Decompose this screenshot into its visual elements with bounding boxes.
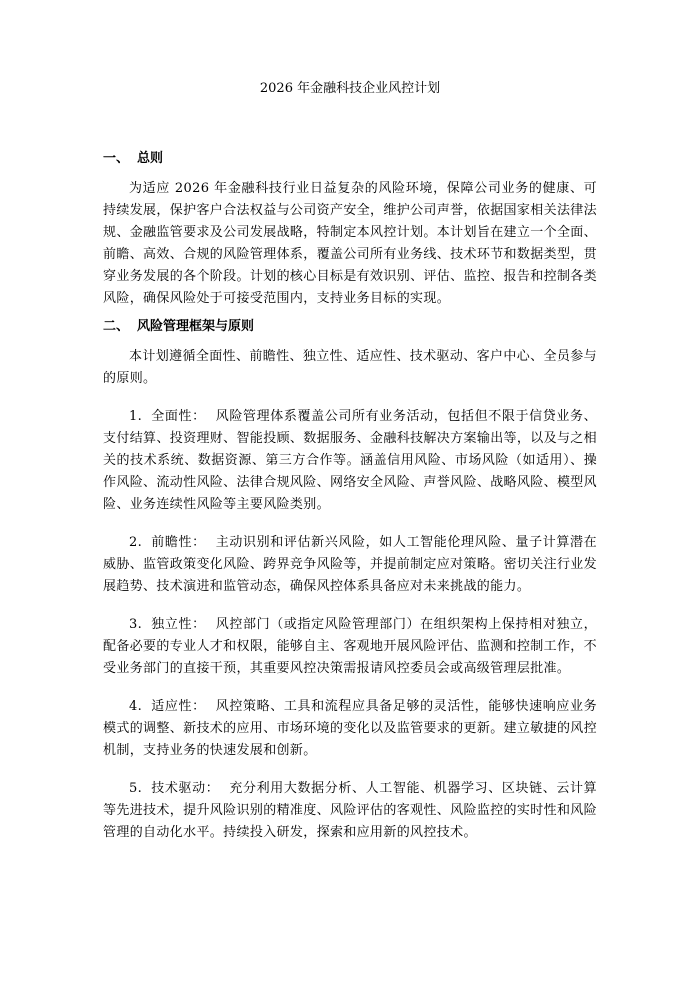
- principle-item-independence: [103, 614, 597, 680]
- principle-text: 风控部门（或指定风险管理部门）在组织架构上保持相对独立，配备必要的专业人才和权限，能够自主、客观地开展风险评估、监测和控制工作，不受业务部门的直接干预，其重要风控决策需报请风控委员会或高级管理层批准。: [103, 617, 597, 676]
- section-paragraph-general: 为适应 2026 年金融科技行业日益复杂的风险环境，保障公司业务的健康、可持续发展，保护客户合法权益与公司资产安全，维护公司声誉，依据国家相关法律法规、金融监管要求及公司发展战略，特制定本风控计划。本计划旨在建立一个全面、前瞻、高效、合规的风险管理体系，覆盖公司所有业务线、技术环节和数据类型，贯穿业务发展的各个阶段。计划的核心目标是有效识别、评估、监控、报告和控制各类风险，确保风险处于可接受范围内，支持业务目标的实现。: [103, 181, 597, 306]
- section-title: 风险管理框架与原则: [137, 319, 255, 334]
- principle-label: 前瞻性：: [151, 535, 206, 550]
- principle-number: 4.: [129, 699, 143, 714]
- principle-label: 适应性：: [151, 699, 206, 714]
- principle-number: 2.: [129, 535, 143, 550]
- section-number: 二、: [103, 319, 130, 334]
- section-number: 一、: [103, 151, 130, 166]
- principle-number: 5.: [129, 781, 143, 796]
- principle-item-comprehensive: [103, 406, 597, 516]
- principle-text: 主动识别和评估新兴风险，如人工智能伦理风险、量子计算潜在威胁、监管政策变化风险、跨界竞争风险等，并提前制定应对策略。密切关注行业发展趋势、技术演进和监管动态，确保风控体系具备应对未来挑战的能力。: [103, 535, 597, 594]
- section-title: 总则: [137, 151, 164, 166]
- principle-text: 风控策略、工具和流程应具备足够的灵活性，能够快速响应业务模式的调整、新技术的应用、市场环境的变化以及监管要求的更新。建立敏捷的风控机制，支持业务的快速发展和创新。: [103, 699, 597, 758]
- principle-item-adaptability: [103, 696, 597, 762]
- principle-label: 全面性：: [151, 409, 206, 424]
- principle-number: 3.: [129, 617, 143, 632]
- document-page: [0, 80, 700, 985]
- document-title: 2026 年金融科技企业风控计划: [259, 81, 441, 96]
- section-paragraph-framework: 本计划遵循全面性、前瞻性、独立性、适应性、技术驱动、客户中心、全员参与的原则。: [103, 349, 597, 386]
- principle-label: 技术驱动：: [151, 781, 220, 796]
- principle-text: 充分利用大数据分析、人工智能、机器学习、区块链、云计算等先进技术，提升风险识别的精准度、风险评估的客观性、风险监控的实时性和风险管理的自动化水平。持续投入研发，探索和应用新的风控技术。: [103, 781, 597, 840]
- principle-item-forward-looking: [103, 532, 597, 598]
- section-heading-general: [103, 150, 597, 168]
- principle-label: 独立性：: [151, 617, 206, 632]
- principle-number: 1.: [129, 409, 143, 424]
- section-heading-framework: [103, 318, 597, 336]
- principle-item-technology-driven: [103, 778, 597, 844]
- principle-text: 风险管理体系覆盖公司所有业务活动，包括但不限于信贷业务、支付结算、投资理财、智能投顾、数据服务、金融科技解决方案输出等，以及与之相关的技术系统、数据资源、第三方合作等。涵盖信用风险、市场风险（如适用）、操作风险、流动性风险、法律合规风险、网络安全风险、声誉风险、战略风险、模型风险、业务连续性风险等主要风险类别。: [103, 409, 597, 512]
